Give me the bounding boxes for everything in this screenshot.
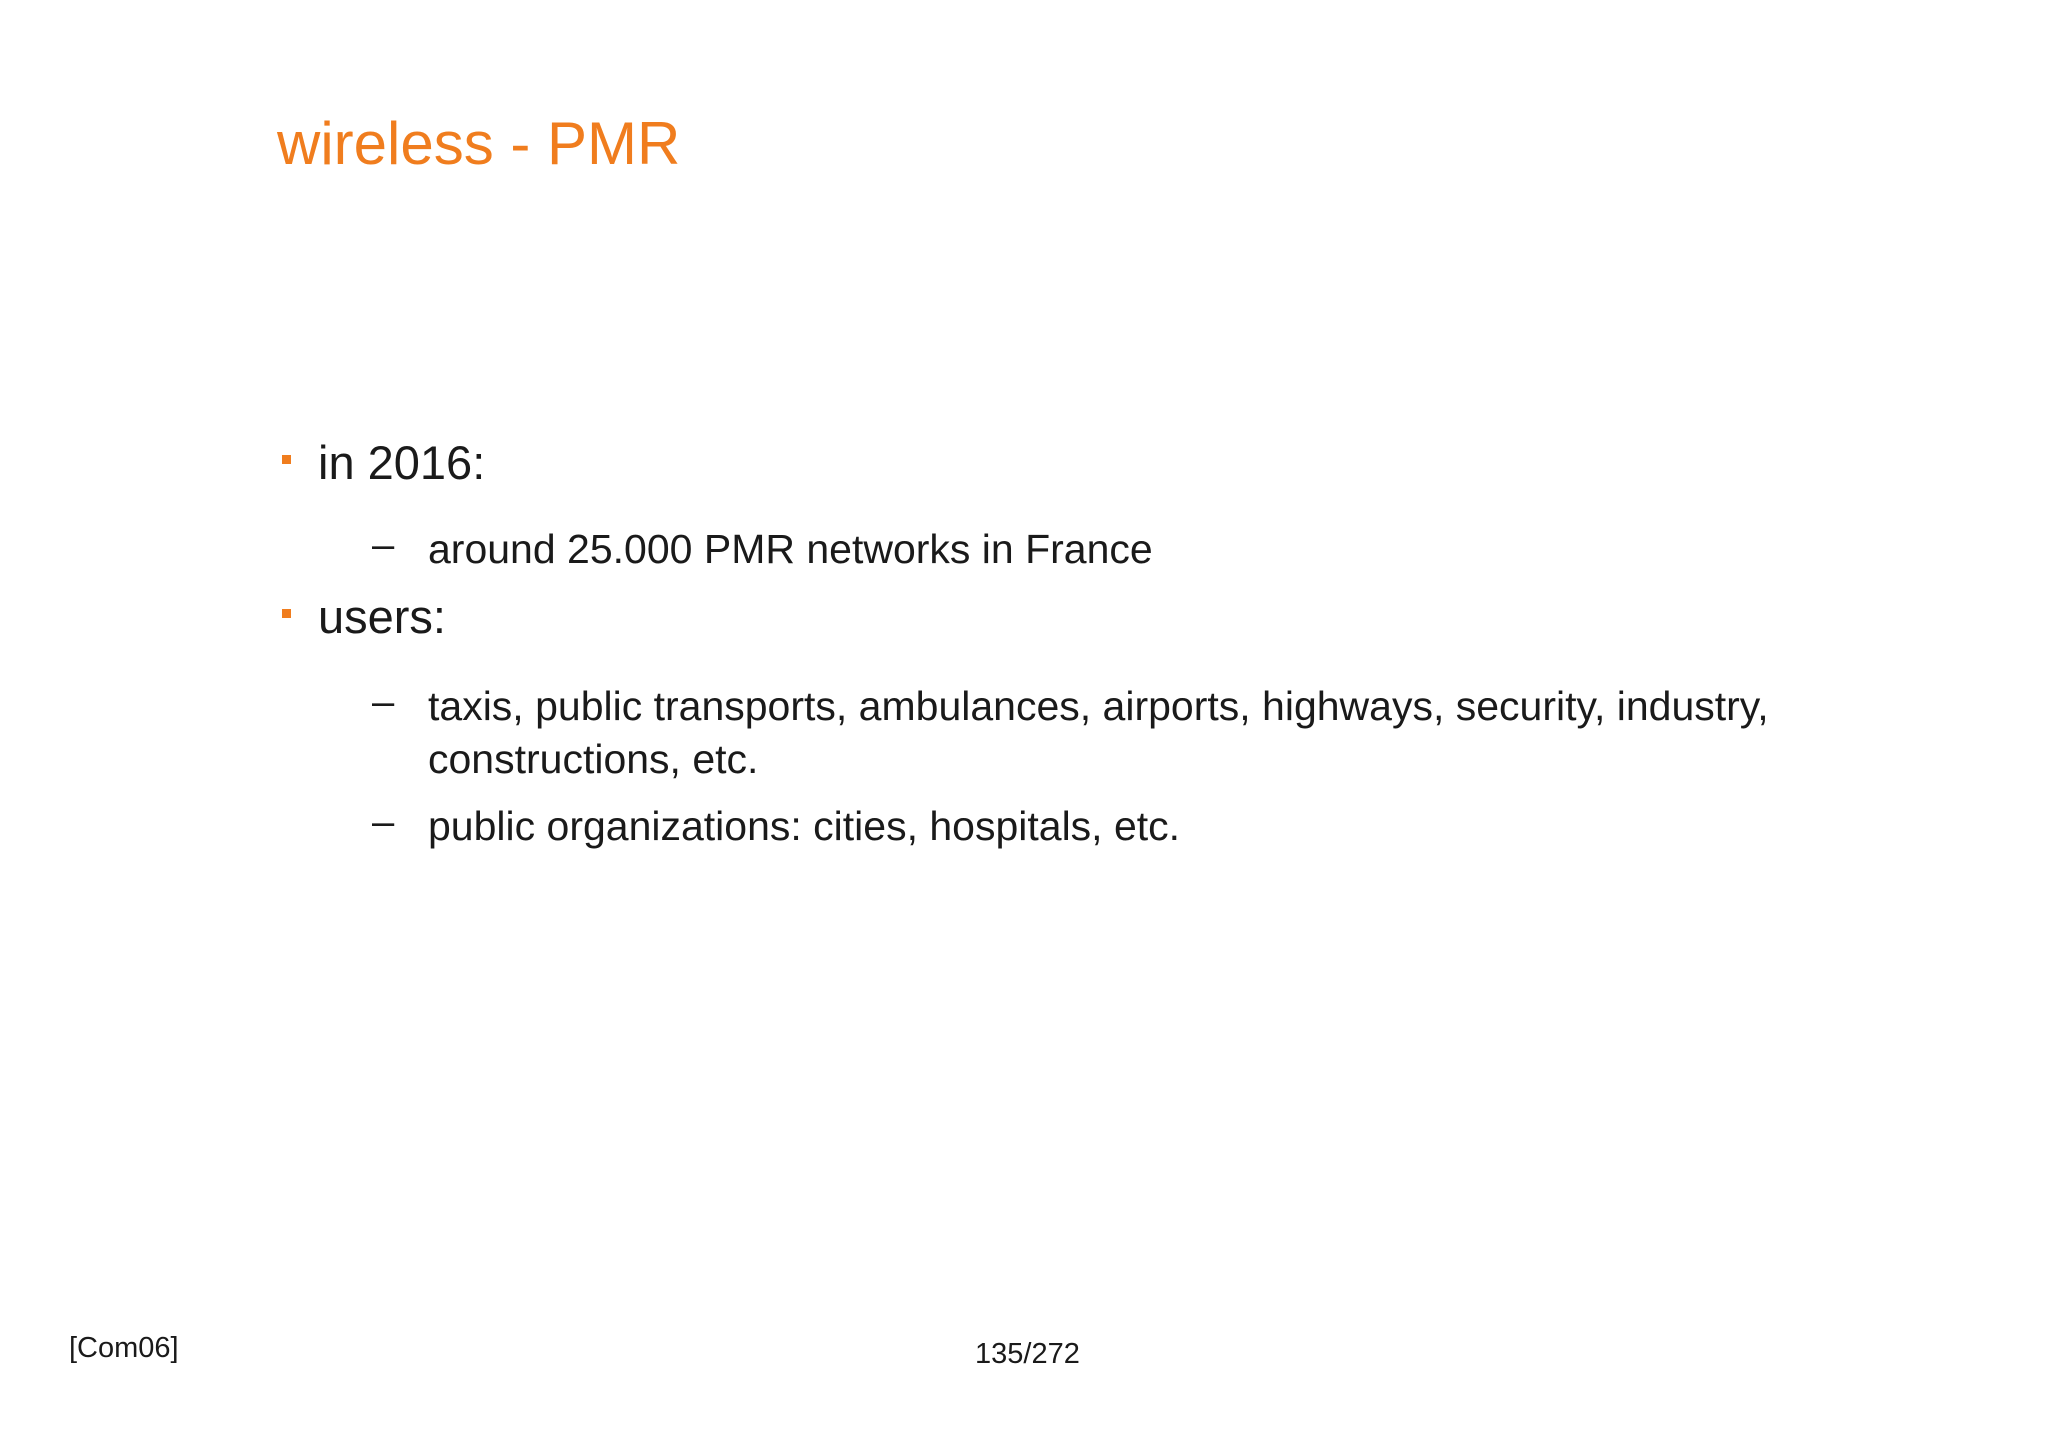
dash-icon: – xyxy=(372,523,395,567)
bullet-text: in 2016: xyxy=(318,436,486,489)
dash-icon: – xyxy=(372,800,395,844)
bullet-text: users: xyxy=(318,590,446,643)
page-number: 135/272 xyxy=(975,1338,1080,1370)
slide-title: wireless - PMR xyxy=(277,110,681,177)
footer-reference: [Com06] xyxy=(69,1332,179,1364)
dash-icon: – xyxy=(372,680,395,724)
square-bullet-icon xyxy=(282,455,291,464)
sub-bullet-text: taxis, public transports, ambulances, airports, highways, security, industry, constructions, etc. xyxy=(428,683,1769,782)
sub-bullet-text: around 25.000 PMR networks in France xyxy=(428,526,1153,572)
sub-bullet-text: public organizations: cities, hospitals, etc. xyxy=(428,803,1181,849)
square-bullet-icon xyxy=(282,609,291,618)
